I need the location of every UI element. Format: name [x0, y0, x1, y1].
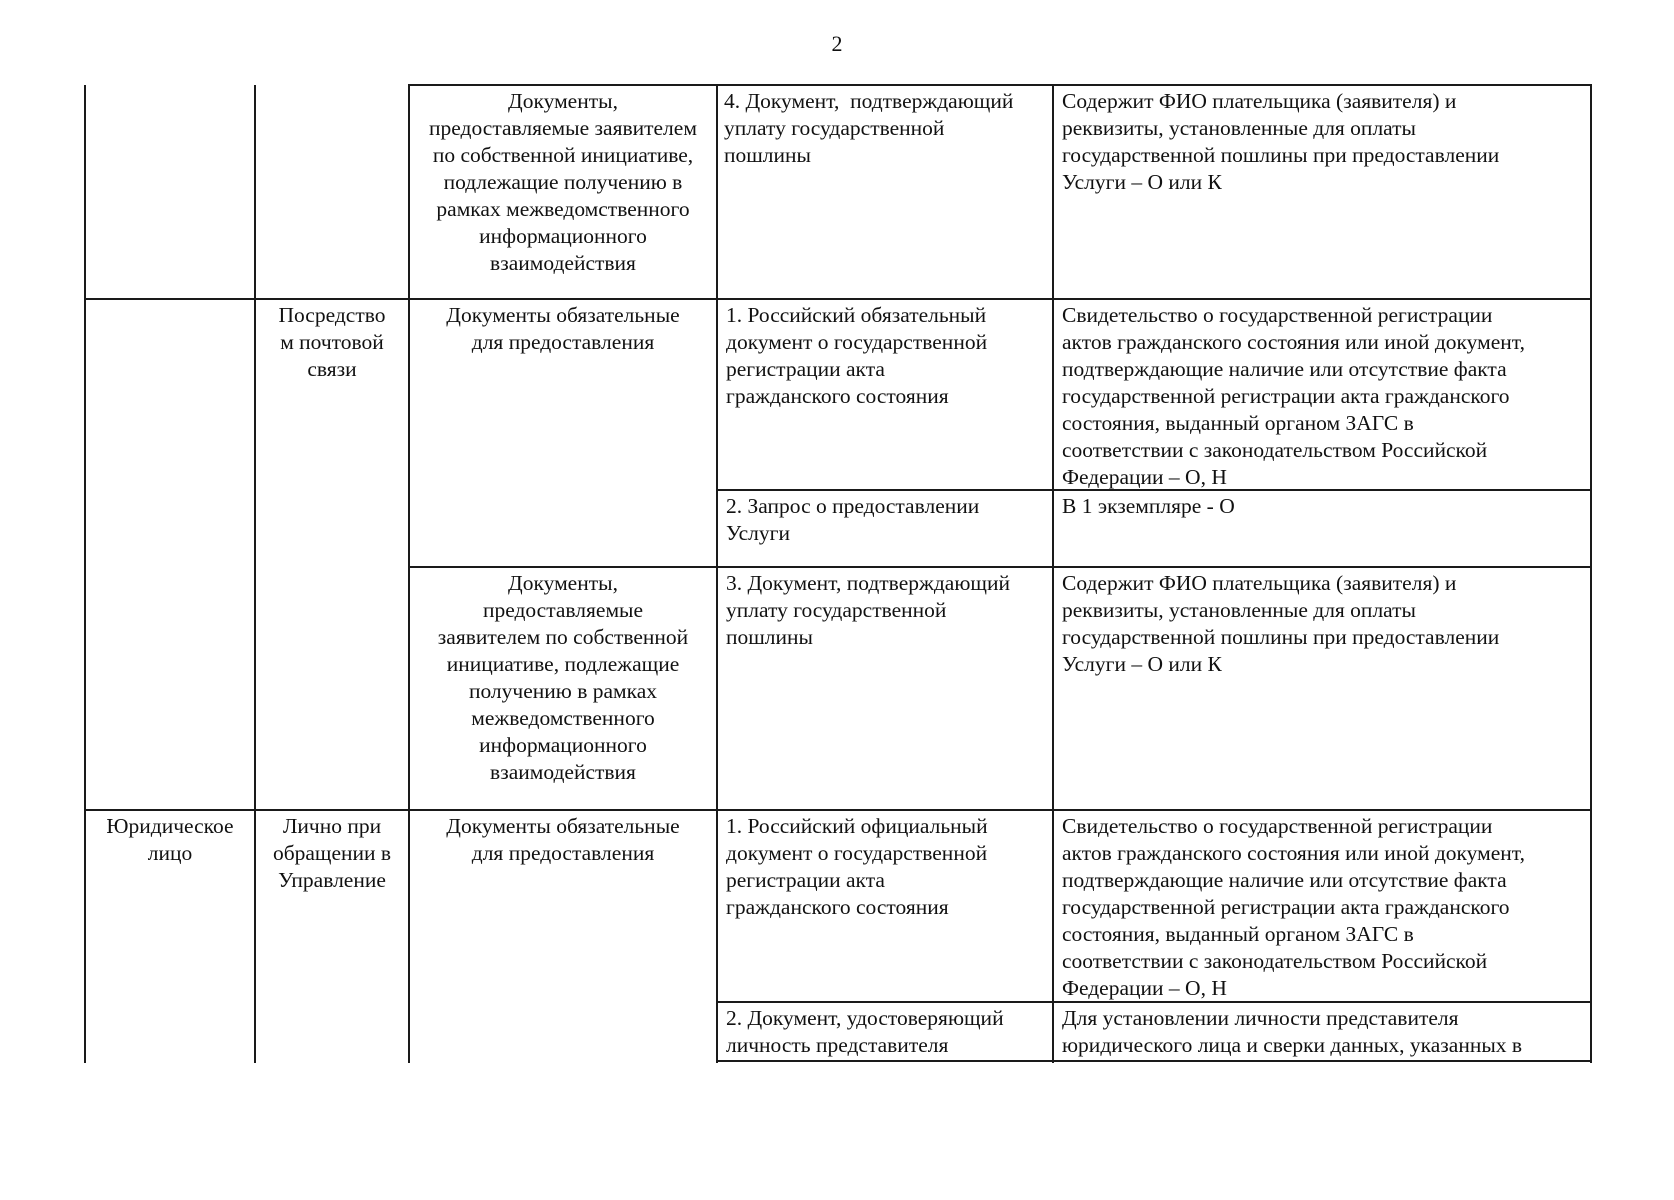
- row4-requirements-cell: Содержит ФИО плательщика (заявителя) и реквизиты, установленные для оплаты государственной пошлины при предоставлении Услуги – О или К: [1062, 571, 1500, 676]
- row3-requirements-cell: В 1 экземпляре - О: [1062, 494, 1235, 518]
- row5-method-cell: Лично при обращении в Управление: [272, 814, 392, 892]
- table-border-right: [1590, 85, 1592, 1063]
- row5-applicant-cell: Юридическое лицо: [106, 814, 234, 865]
- table-border-top: [408, 84, 1592, 86]
- row-separator-3: [408, 566, 1592, 568]
- row4-category-cell: Документы, предоставляемые заявителем по собственной инициативе, подлежащие получению в рамках межведомственного информационного взаимодействия: [437, 571, 689, 784]
- row6-document-cell: 2. Документ, удостоверяющий личность представителя: [726, 1006, 1004, 1057]
- table-divider-applicant: [254, 85, 256, 1063]
- row2-method-cell: Посредство м почтовой связи: [278, 303, 386, 381]
- table-border-left: [84, 85, 86, 1063]
- row5-requirements-cell: Свидетельство о государственной регистрации актов гражданского состояния или иной документ, подтверждающие наличие или отсутствие факта государственной регистрации акта гражданского состояния, выданный органом ЗАГС в соответствии с законодательством Российской Федерации – О, Н: [1062, 814, 1525, 1000]
- table-divider-document: [1052, 85, 1054, 1063]
- row2-category-cell: Документы обязательные для предоставления: [446, 303, 680, 354]
- row2-requirements-cell: Свидетельство о государственной регистрации актов гражданского состояния или иной документ, подтверждающие наличие или отсутствие факта государственной регистрации акта гражданского состояния, выданный органом ЗАГС в соответствии с законодательством Российской Федерации – О, Н: [1062, 303, 1525, 489]
- page-number: 2: [831, 31, 843, 56]
- row3-document-cell: 2. Запрос о предоставлении Услуги: [726, 494, 980, 545]
- row-separator-1: [84, 298, 1592, 300]
- row-separator-4: [84, 809, 1592, 811]
- row4-document-cell: 3. Документ, подтверждающий уплату государственной пошлины: [726, 571, 1010, 649]
- row5-document-cell: 1. Российский официальный документ о государственной регистрации акта гражданского состояния: [726, 814, 988, 919]
- row1-requirements-cell: Содержит ФИО плательщика (заявителя) и реквизиты, установленные для оплаты государственной пошлины при предоставлении Услуги – О или К: [1062, 89, 1500, 194]
- row5-category-cell: Документы обязательные для предоставления: [446, 814, 680, 865]
- row6-requirements-cell: Для установлении личности представителя юридического лица и сверки данных, указанных в: [1062, 1006, 1523, 1057]
- row2-document-cell: 1. Российский обязательный документ о государственной регистрации акта гражданского состояния: [726, 303, 988, 408]
- table-bottom-partial: [716, 1060, 1592, 1062]
- row1-category-cell: Документы, предоставляемые заявителем по собственной инициативе, подлежащие получению в рамках межведомственного информационного взаимодействия: [429, 89, 697, 275]
- table-divider-category: [716, 85, 718, 1063]
- row1-document-cell: 4. Документ, подтверждающий уплату государственной пошлины: [724, 89, 1014, 167]
